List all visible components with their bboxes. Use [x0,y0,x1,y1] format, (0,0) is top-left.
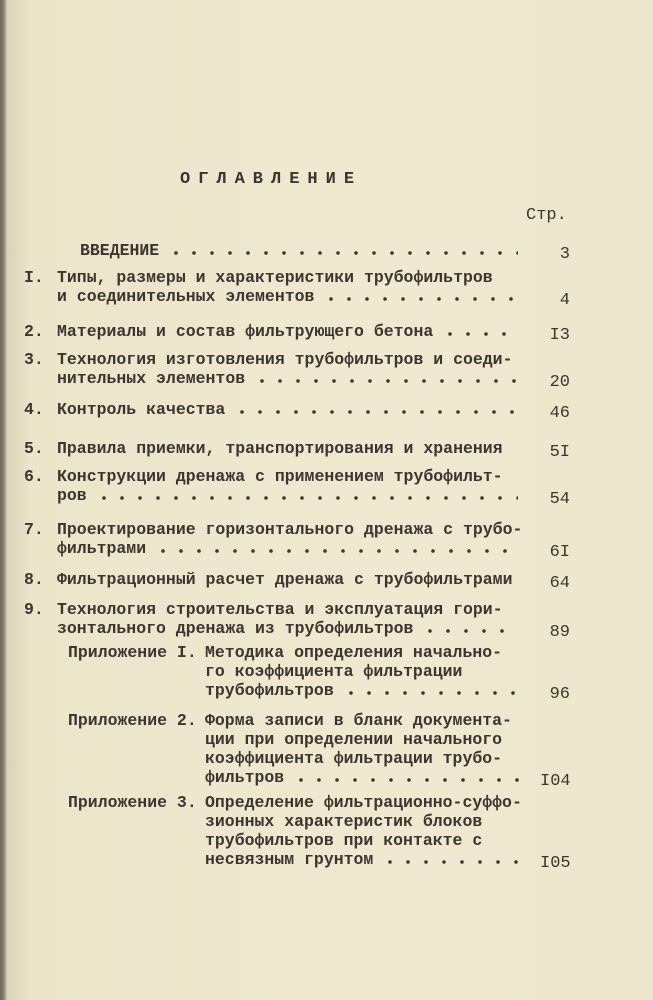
entry-title-line: трубофильтров [205,681,334,700]
dot-leader [381,859,519,865]
page-number: 89 [549,623,570,642]
entry-title-line: Правила приемки, транспортирования и хранения [57,439,503,458]
page-number: 46 [549,404,570,423]
dot-leader [342,690,519,696]
page-number: I3 [549,326,570,345]
entry-number: 7. [24,520,44,539]
entry-title-line: фильтрами [57,539,147,558]
dot-leader [322,296,518,302]
page-number: 6I [549,543,570,562]
entry-title-line: Материалы и состав фильтрующего бетона [57,322,434,341]
entry-title-line: несвязным грунтом [205,850,374,869]
entry-title-line: Определение фильтрационно-суффо- [205,793,522,812]
page-number: 5I [549,443,570,462]
entry-title-line: Проектирование горизонтального дренажа с трубо- [57,520,523,539]
entry-title-line: ров [57,486,87,505]
entry-number: 6. [24,467,44,486]
entry-title-line: Методика определения начально- [205,643,503,662]
page-number: I05 [540,854,571,873]
entry-title-line: зонтального дренажа из трубофильтров [57,619,414,638]
page-number: 96 [549,685,570,704]
entry-number: I. [24,268,44,287]
entry-title-line: зионных характеристик блоков [205,812,483,831]
entry-title-line: и соединительных элементов [57,287,315,306]
entry-title-line: коэффициента фильтрации трубо- [205,749,503,768]
entry-title-line: Контроль качества [57,400,226,419]
page-number: 64 [549,574,570,593]
dot-leader [292,777,519,783]
page-number: I04 [540,772,571,791]
entry-title-line: Технология строительства и эксплуатация гори- [57,600,503,619]
entry-title-line: нительных элементов [57,369,246,388]
dot-leader [421,628,518,634]
entry-number: Приложение I. [68,643,197,662]
dot-leader [253,378,518,384]
dot-leader [167,250,518,256]
entry-number: Приложение 2. [68,711,197,730]
entry-title-line: Конструкции дренажа с применением трубофильт- [57,467,503,486]
entry-number: 3. [24,350,44,369]
dot-leader [154,548,518,554]
toc-title: ОГЛАВЛЕНИЕ [180,170,363,189]
page-column-header: Стр. [526,206,567,225]
dot-leader [441,331,518,337]
page-number: 20 [549,373,570,392]
page-number: 3 [559,245,570,264]
entry-number: 9. [24,600,44,619]
entry-number: 5. [24,439,44,458]
entry-title-line: Типы, размеры и характеристики трубофильтров [57,268,493,287]
entry-number: 2. [24,322,44,341]
page-number: 54 [549,490,570,509]
entry-number: 4. [24,400,44,419]
entry-title-line: фильтров [205,768,285,787]
dot-leader [95,495,518,501]
entry-title-line: ции при определении начального [205,730,503,749]
entry-title-line: ВВЕДЕНИЕ [80,241,160,260]
entry-title-line: го коэффициента фильтрации [205,662,463,681]
entry-title-line: Фильтрационный расчет дренажа с трубофильтрами [57,570,513,589]
page-number: 4 [559,291,570,310]
entry-title-line: трубофильтров при контакте с [205,831,483,850]
dot-leader [233,409,518,415]
entry-number: 8. [24,570,44,589]
entry-title-line: Технология изготовления трубофильтров и соеди- [57,350,513,369]
entry-title-line: Форма записи в бланк документа- [205,711,512,730]
entry-number: Приложение 3. [68,793,197,812]
